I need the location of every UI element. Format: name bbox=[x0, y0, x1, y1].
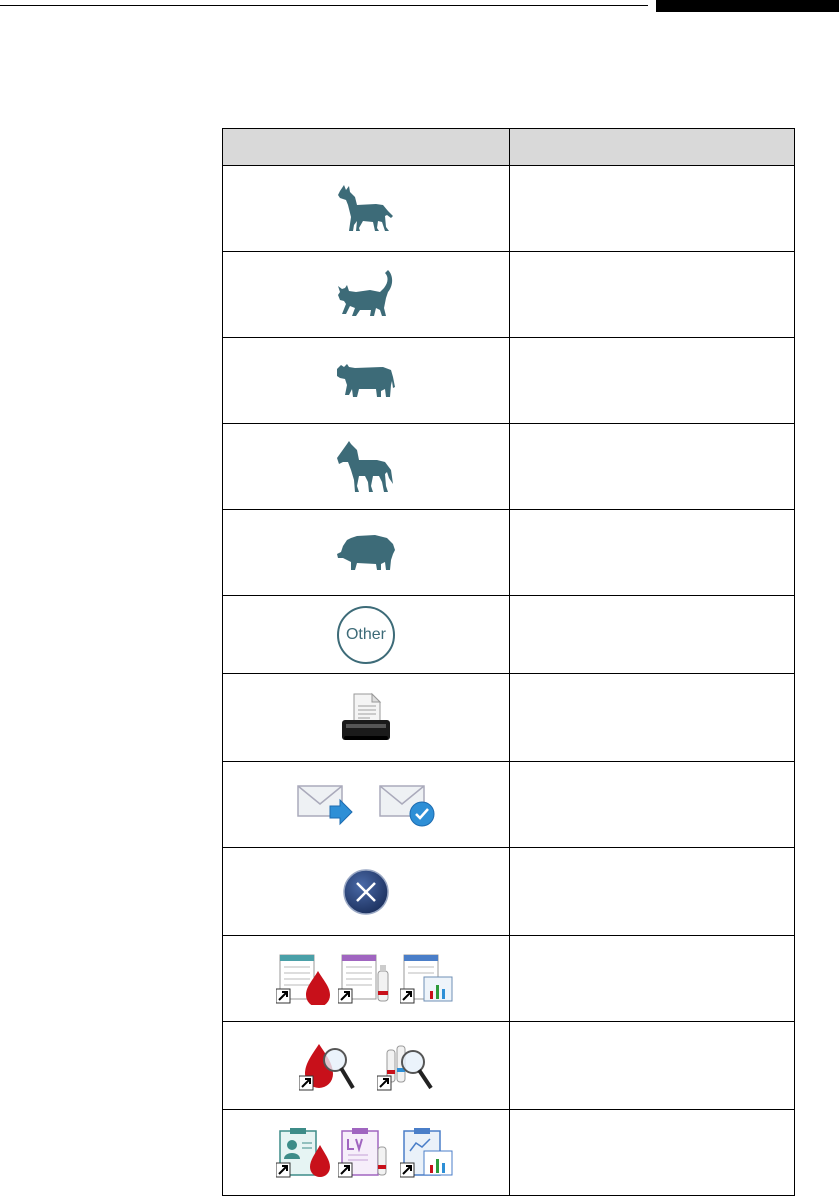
description-cell bbox=[510, 424, 795, 510]
table-header-row bbox=[223, 129, 795, 166]
description-cell bbox=[510, 166, 795, 252]
description-cell bbox=[510, 762, 795, 848]
dog-icon[interactable] bbox=[336, 183, 396, 235]
table-row bbox=[223, 848, 795, 936]
icon-cell bbox=[223, 596, 510, 674]
table-row bbox=[223, 1022, 795, 1110]
other-species-label: Other bbox=[345, 625, 386, 643]
description-cell bbox=[510, 936, 795, 1022]
icon-cell bbox=[223, 252, 510, 338]
blood-search-shortcut-icon[interactable] bbox=[299, 1040, 355, 1092]
table-row bbox=[223, 424, 795, 510]
top-rule bbox=[0, 5, 648, 6]
table-row bbox=[223, 338, 795, 424]
cancel-icon[interactable] bbox=[342, 868, 390, 916]
pig-icon[interactable] bbox=[335, 530, 397, 576]
cow-icon[interactable] bbox=[335, 361, 397, 401]
icon-cell bbox=[223, 424, 510, 510]
icon-cell bbox=[223, 166, 510, 252]
table-row bbox=[223, 510, 795, 596]
icon-legend-table bbox=[222, 128, 795, 1196]
description-cell bbox=[510, 674, 795, 762]
icon-cell bbox=[223, 510, 510, 596]
page-corner-tab bbox=[656, 0, 839, 12]
table-row bbox=[223, 762, 795, 848]
printer-icon[interactable] bbox=[340, 692, 392, 744]
header-icon-column bbox=[223, 129, 510, 166]
table-row bbox=[223, 252, 795, 338]
results-list-shortcut-icon[interactable] bbox=[400, 953, 456, 1005]
email-sent-icon[interactable] bbox=[378, 782, 436, 828]
header-description-column bbox=[510, 129, 795, 166]
lv-urine-report-shortcut-icon[interactable] bbox=[338, 1127, 394, 1179]
description-cell bbox=[510, 848, 795, 936]
table-row bbox=[223, 166, 795, 252]
urine-search-shortcut-icon[interactable] bbox=[377, 1040, 433, 1092]
email-send-icon[interactable] bbox=[296, 782, 354, 828]
table-row bbox=[223, 1110, 795, 1196]
icon-cell bbox=[223, 674, 510, 762]
table-row bbox=[223, 936, 795, 1022]
description-cell bbox=[510, 1110, 795, 1196]
table-row bbox=[223, 596, 795, 674]
description-cell bbox=[510, 252, 795, 338]
icon-cell bbox=[223, 1022, 510, 1110]
description-cell bbox=[510, 338, 795, 424]
icon-cell bbox=[223, 762, 510, 848]
description-cell bbox=[510, 510, 795, 596]
chart-report-shortcut-icon[interactable] bbox=[400, 1127, 456, 1179]
patient-blood-report-shortcut-icon[interactable] bbox=[276, 1127, 332, 1179]
cat-icon[interactable] bbox=[336, 268, 396, 322]
other-species-icon[interactable] bbox=[337, 606, 395, 664]
icon-cell bbox=[223, 936, 510, 1022]
description-cell bbox=[510, 1022, 795, 1110]
urine-list-shortcut-icon[interactable] bbox=[338, 953, 394, 1005]
blood-list-shortcut-icon[interactable] bbox=[276, 953, 332, 1005]
table-row bbox=[223, 674, 795, 762]
horse-icon[interactable] bbox=[335, 440, 397, 494]
icon-cell bbox=[223, 1110, 510, 1196]
icon-cell bbox=[223, 848, 510, 936]
icon-cell bbox=[223, 338, 510, 424]
description-cell bbox=[510, 596, 795, 674]
